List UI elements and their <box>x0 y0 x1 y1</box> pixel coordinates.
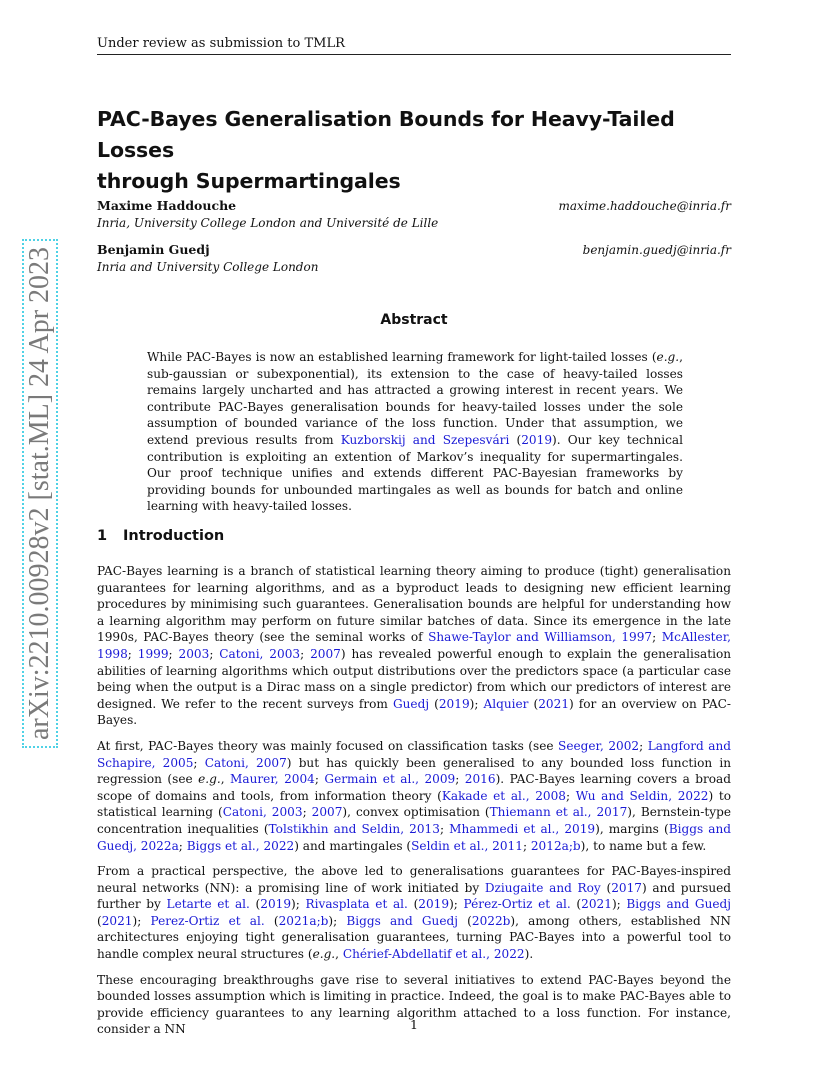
text: ), to name but a few. <box>580 838 707 853</box>
citation-link[interactable]: 2019 <box>260 897 292 912</box>
text: ( <box>528 696 539 711</box>
citation-link[interactable]: 2019 <box>418 897 450 912</box>
text: ); <box>291 897 306 912</box>
text: ) but has quickly been generalised to any bounded loss function in regression (see <box>97 755 731 787</box>
citation-link[interactable]: Biggs et al., 2022 <box>186 838 295 853</box>
text: ( <box>509 432 522 447</box>
arxiv-stamp[interactable]: arXiv:2210.00928v2 [stat.ML] 24 Apr 2023 <box>22 239 58 748</box>
text: ), Bernstein-type concentration inequalities ( <box>97 805 731 836</box>
text: ( <box>429 696 439 711</box>
text: ), margins ( <box>595 821 669 836</box>
section-number: 1 <box>97 528 108 544</box>
citation-link[interactable]: 2021 <box>101 913 133 928</box>
text: ); <box>611 897 627 912</box>
text: ), among others, established NN architectures enjoying tight generalisation guarantees, turning PAC-Bayes into a powerful tool to handle complex neural structures ( <box>97 913 732 962</box>
citation-link[interactable]: Wu and Seldin, 2022 <box>575 788 709 803</box>
text: ). PAC-Bayes learning covers a broad scope of domains and tools, from information theory ( <box>97 772 731 803</box>
citation-link[interactable]: 2021 <box>581 897 612 912</box>
author-affiliation: Inria and University College London <box>97 260 319 274</box>
text: ( <box>457 913 472 928</box>
text: ) and pursued further by <box>97 880 732 912</box>
section-title: Introduction <box>123 528 225 544</box>
citation-link[interactable]: Dziugaite and Roy <box>484 880 601 895</box>
text: e.g. <box>198 772 221 787</box>
citation-link[interactable]: Letarte et al. <box>166 897 250 912</box>
text: ; <box>652 630 662 645</box>
text: ); <box>449 897 464 912</box>
paragraph <box>97 563 731 729</box>
citation-link[interactable]: Langford and Schapire, 2005 <box>97 738 731 770</box>
text: ); <box>132 913 151 928</box>
text: ( <box>570 897 582 912</box>
citation-link[interactable]: 2007 <box>311 805 343 820</box>
citation-link[interactable]: Pérez-Ortiz et al. <box>463 897 571 912</box>
text: ( <box>600 880 612 895</box>
citation-link[interactable]: Biggs and Guedj <box>346 913 458 928</box>
text: At first, PAC-Bayes theory was mainly focused on classification tasks (see <box>97 738 559 753</box>
abstract-text <box>147 349 683 515</box>
page-number: 1 <box>410 1017 418 1032</box>
text: ; <box>300 646 311 661</box>
text: ; <box>455 772 465 787</box>
citation-link[interactable]: Biggs and Guedj <box>626 897 732 912</box>
citation-link[interactable]: McAllester, 1998 <box>97 630 731 661</box>
citation-link[interactable]: Kuzborskij and Szepesvári <box>340 432 510 447</box>
text: ( <box>249 897 261 912</box>
citation-link[interactable]: Alquier <box>483 696 529 711</box>
text: ; <box>439 821 450 836</box>
text: ; <box>314 772 325 787</box>
citation-link[interactable]: 2003 <box>178 646 210 661</box>
text: ; <box>639 738 648 753</box>
citation-link[interactable]: 2019 <box>438 696 470 711</box>
text: e.g. <box>656 350 680 364</box>
author-block-2 <box>97 242 731 274</box>
citation-link[interactable]: 2017 <box>611 880 642 895</box>
author-email[interactable]: maxime.haddouche@inria.fr <box>558 199 731 213</box>
text: ; <box>209 646 220 661</box>
author-block-1 <box>97 198 731 230</box>
title-line-1: PAC-Bayes Generalisation Bounds for Heavy-Tailed Losses <box>97 107 675 162</box>
text: ) for an overview on PAC-Bayes. <box>97 696 732 728</box>
text: ). <box>524 947 534 962</box>
text: ; <box>178 838 187 853</box>
paragraph <box>97 863 731 963</box>
abstract-heading: Abstract <box>380 312 448 328</box>
text: ), convex optimisation ( <box>342 805 490 820</box>
citation-link[interactable]: Seldin et al., 2011 <box>411 838 523 853</box>
citation-link[interactable]: 2021a;b <box>278 913 329 928</box>
citation-link[interactable]: 2019 <box>521 432 553 447</box>
text: ( <box>264 913 279 928</box>
citation-link[interactable]: Shawe-Taylor and Williamson, 1997 <box>428 630 653 645</box>
paragraph <box>97 738 731 854</box>
text: From a practical perspective, the above led to generalisations guarantees for PAC-Bayes-inspired neural networks (NN): a promising line of work initiated by <box>97 864 731 895</box>
citation-link[interactable]: Thiemann et al., 2017 <box>489 805 628 820</box>
citation-link[interactable]: Tolstikhin and Seldin, 2013 <box>268 821 440 836</box>
text: , sub-gaussian or subexponential), its extension to the case of heavy-tailed losses remains largely uncharted and has attracted a growing interest in recent years. We contribute PAC-Bayes generalisation bounds for heavy-tailed losses under the sole assumption of bounded variance of the loss function. Under that assumption, we extend previous results from <box>147 350 683 447</box>
text: ). Our key technical contribution is exploiting an extention of Markov’s inequality for supermartingales. Our proof technique unifies and extends different PAC-Bayesian frameworks by providing bounds for unbounded martingales as well as bounds for batch and online learning with heavy-tailed losses. <box>147 432 683 514</box>
citation-link[interactable]: Biggs and Guedj, 2022a <box>97 821 732 853</box>
citation-link[interactable]: Guedj <box>392 696 430 711</box>
citation-link[interactable]: 2022b <box>471 913 511 928</box>
citation-link[interactable]: Chérief-Abdellatif et al., 2022 <box>342 947 525 962</box>
section-heading <box>97 528 224 544</box>
title-line-2: through Supermartingales <box>97 169 401 193</box>
citation-link[interactable]: Catoni, 2003 <box>222 805 303 820</box>
text: ( <box>407 897 419 912</box>
citation-link[interactable]: Rivasplata et al. <box>305 897 408 912</box>
citation-link[interactable]: Kakade et al., 2008 <box>441 788 567 803</box>
author-name: Benjamin Guedj <box>97 242 210 257</box>
author-affiliation: Inria, University College London and Université de Lille <box>97 216 439 230</box>
citation-link[interactable]: Catoni, 2007 <box>204 755 287 770</box>
citation-link[interactable]: 2016 <box>464 772 496 787</box>
citation-link[interactable]: 2012a;b <box>530 838 581 853</box>
citation-link[interactable]: Germain et al., 2009 <box>324 772 456 787</box>
text: ) and martingales ( <box>294 838 412 853</box>
text: ); <box>328 913 347 928</box>
citation-link[interactable]: Seeger, 2002 <box>558 738 640 753</box>
author-email[interactable]: benjamin.guedj@inria.fr <box>582 243 731 257</box>
text: PAC-Bayes learning is a branch of statistical learning theory aiming to produce (tight) generalisation guarantees for learning algorithms, and as a byproduct leads to designing new efficient learning procedures by minimising such guarantees. Generalisation bounds are helpful for understanding how a learning algorithm may perform on future similar batches of data. Since its emergence in the late 1990s, PAC-Bayes theory (see the seminal works of <box>97 564 731 645</box>
text: ; <box>302 805 312 820</box>
text: ; <box>127 646 138 661</box>
text: ); <box>469 696 484 711</box>
text: ; <box>193 755 205 770</box>
text: ) has revealed powerful enough to explain the generalisation abilities of learning algorithms which output distributions over the predictors space (a particular case being when the output is a Dirac mass on a single predictor) from which our predictors of interest are designed. We refer to the recent surveys from <box>97 646 732 711</box>
paper-title <box>97 104 737 197</box>
body-text <box>97 563 731 1047</box>
text: ( <box>97 913 102 928</box>
text: ; <box>522 838 531 853</box>
text: These encouraging breakthroughs gave rise to several initiatives to extend PAC-Bayes beyond the bounded losses assumption which is limiting in practice. Indeed, the goal is to make PAC-Bayes able to provide efficiency guarantees to any learning algorithm attached to a loss function. For instance, consider a NN <box>97 972 731 1037</box>
citation-link[interactable]: Maurer, 2004 <box>230 772 315 787</box>
running-header: Under review as submission to TMLR <box>97 36 731 55</box>
citation-link[interactable]: 2021 <box>538 696 570 711</box>
text: ; <box>566 788 576 803</box>
citation-link[interactable]: Mhammedi et al., 2019 <box>449 821 596 836</box>
text: ; <box>168 646 179 661</box>
text: , <box>335 947 343 962</box>
text: , <box>220 772 231 787</box>
citation-link[interactable]: 2007 <box>310 646 341 661</box>
citation-link[interactable]: 1999 <box>137 646 169 661</box>
citation-link[interactable]: Perez-Ortiz et al. <box>150 913 265 928</box>
text: e.g. <box>312 947 336 962</box>
citation-link[interactable]: Catoni, 2003 <box>219 646 301 661</box>
author-name: Maxime Haddouche <box>97 198 237 213</box>
text: ) to statistical learning ( <box>97 788 732 820</box>
text: While PAC-Bayes is now an established learning framework for light-tailed losses ( <box>147 350 657 364</box>
